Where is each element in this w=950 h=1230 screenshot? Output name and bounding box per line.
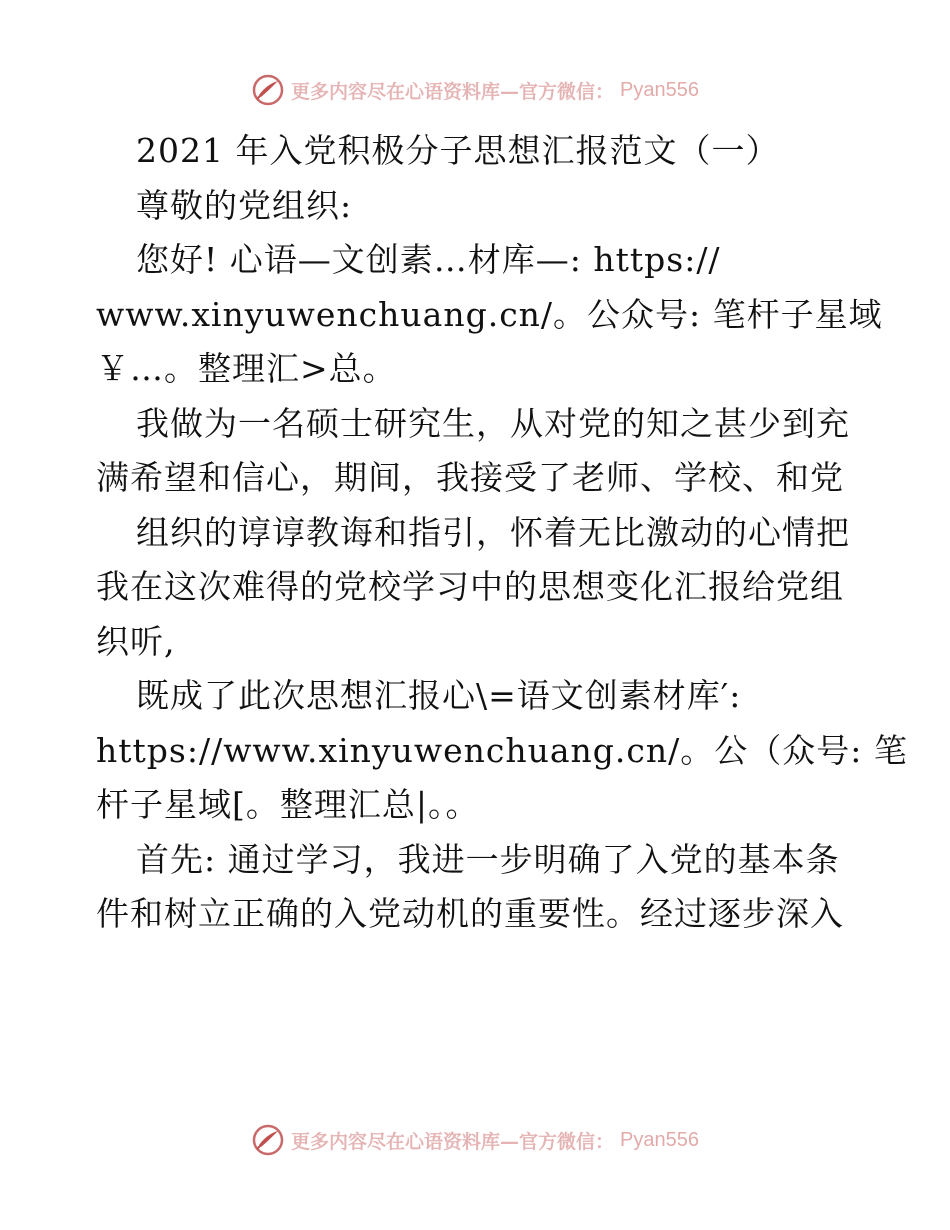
text-line: 我做为一名硕士研究生，从对党的知之甚少到充 — [136, 403, 850, 443]
text-line: 我在这次难得的党校学习中的思想变化汇报给党组 — [96, 567, 844, 606]
salutation: 尊敬的党组织: — [136, 185, 353, 225]
document-body — [96, 124, 908, 942]
text-line: 杆子星域[。整理汇总|。。 — [96, 785, 480, 824]
footer-watermark — [0, 1120, 950, 1160]
text-line: www.xinyuwenchuang.cn/。公众号: 笔杆子星域 — [96, 294, 883, 334]
text-line: 既成了此次思想汇报心\=语文创素材库′: — [136, 676, 742, 715]
text-line: ￥…。整理汇>总。 — [96, 349, 397, 388]
watermark-text: 更多内容尽在心语资料库—官方微信： — [291, 80, 615, 103]
text-line: 首先: 通过学习，我进一步明确了入党的基本条 — [136, 839, 840, 879]
text-line: 件和树立正确的入党动机的重要性。经过逐步深入 — [96, 894, 844, 933]
watermark-handle: Pyan556 — [620, 1128, 699, 1151]
quill-logo-icon — [251, 73, 285, 107]
text-line: 满希望和信心，期间，我接受了老师、学校、和党 — [96, 458, 844, 497]
header-watermark — [0, 70, 950, 110]
text-line: 组织的谆谆教诲和指引，怀着无比激动的心情把 — [136, 512, 850, 552]
text-line: https://www.xinyuwenchuang.cn/。公（众号: 笔 — [96, 730, 908, 770]
quill-logo-icon — [251, 1123, 285, 1157]
document-title: 2021 年入党积极分子思想汇报范文（一） — [136, 131, 780, 170]
watermark-text: 更多内容尽在心语资料库—官方微信： — [291, 1130, 615, 1153]
watermark-handle: Pyan556 — [620, 78, 699, 101]
text-line: 您好! 心语—文创素…材库—: https:// — [136, 240, 721, 279]
text-line: 织听, — [96, 621, 176, 661]
